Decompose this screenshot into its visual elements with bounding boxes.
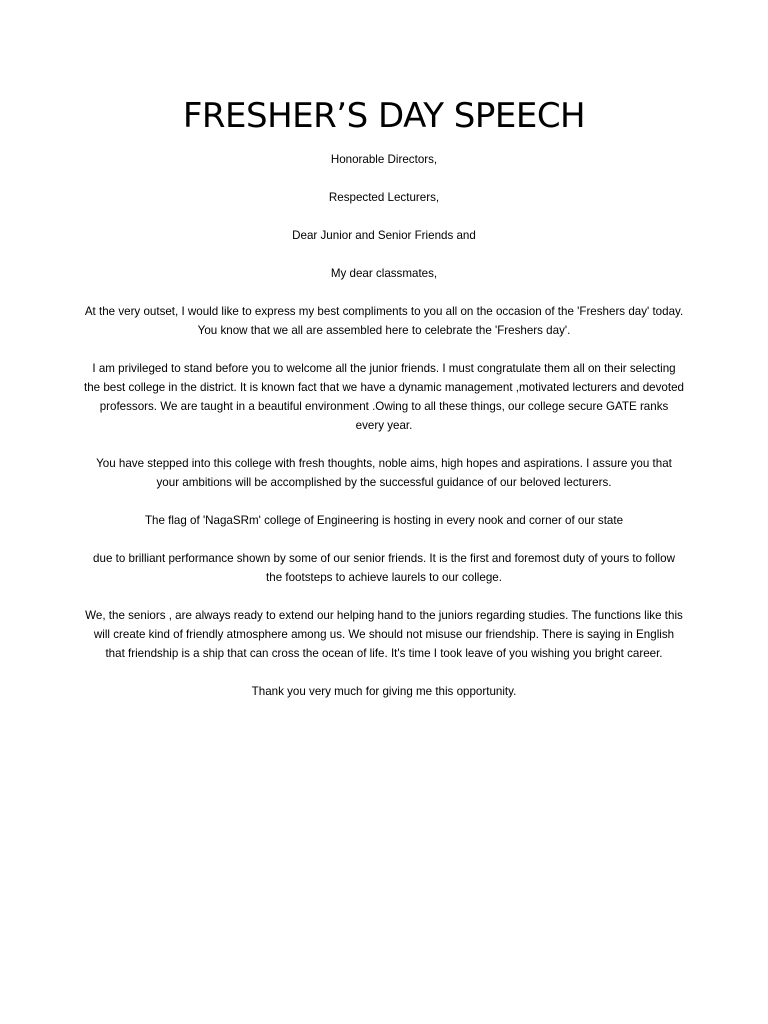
speech-paragraph: You have stepped into this college with fresh thoughts, noble aims, high hopes and aspirations. I assure you that your ambitions will be accomplished by the successful guidance of our beloved lecturers.	[96, 457, 672, 489]
speech-paragraph: The flag of 'NagaSRm' college of Engineering is hosting in every nook and corner of our state	[144, 514, 624, 527]
salutation-line: Dear Junior and Senior Friends and	[292, 229, 476, 242]
speech-paragraph: At the very outset, I would like to express my best compliments to you all on the occasion of the 'Freshers day' today. You know that we all are assembled here to celebrate the 'Freshers day'.	[84, 305, 684, 337]
speech-paragraph: due to brilliant performance shown by some of our senior friends. It is the first and foremost duty of yours to follow the footsteps to achieve laurels to our college.	[93, 552, 675, 584]
salutation-line: My dear classmates,	[330, 267, 438, 280]
closing-line: Thank you very much for giving me this opportunity.	[251, 685, 517, 698]
salutation-line: Honorable Directors,	[330, 153, 438, 166]
document-title: FRESHER’S DAY SPEECH	[182, 96, 586, 136]
speech-paragraph: I am privileged to stand before you to welcome all the junior friends. I must congratulate them all on their selecting the best college in the district. It is known fact that we have a dynamic management ,motivated lecturers and devoted professors. We are taught in a beautiful environment .Owing to all these things, our college secure GATE ranks every year.	[84, 362, 684, 432]
speech-paragraph: We, the seniors , are always ready to extend our helping hand to the juniors regarding studies. The functions like this will create kind of friendly atmosphere among us. We should not misuse our friendship. There is saying in English that friendship is a ship that can cross the ocean of life. It's time I took leave of you wishing you bright career.	[85, 609, 683, 660]
salutation-line: Respected Lecturers,	[328, 191, 440, 204]
speech-body	[84, 150, 684, 720]
